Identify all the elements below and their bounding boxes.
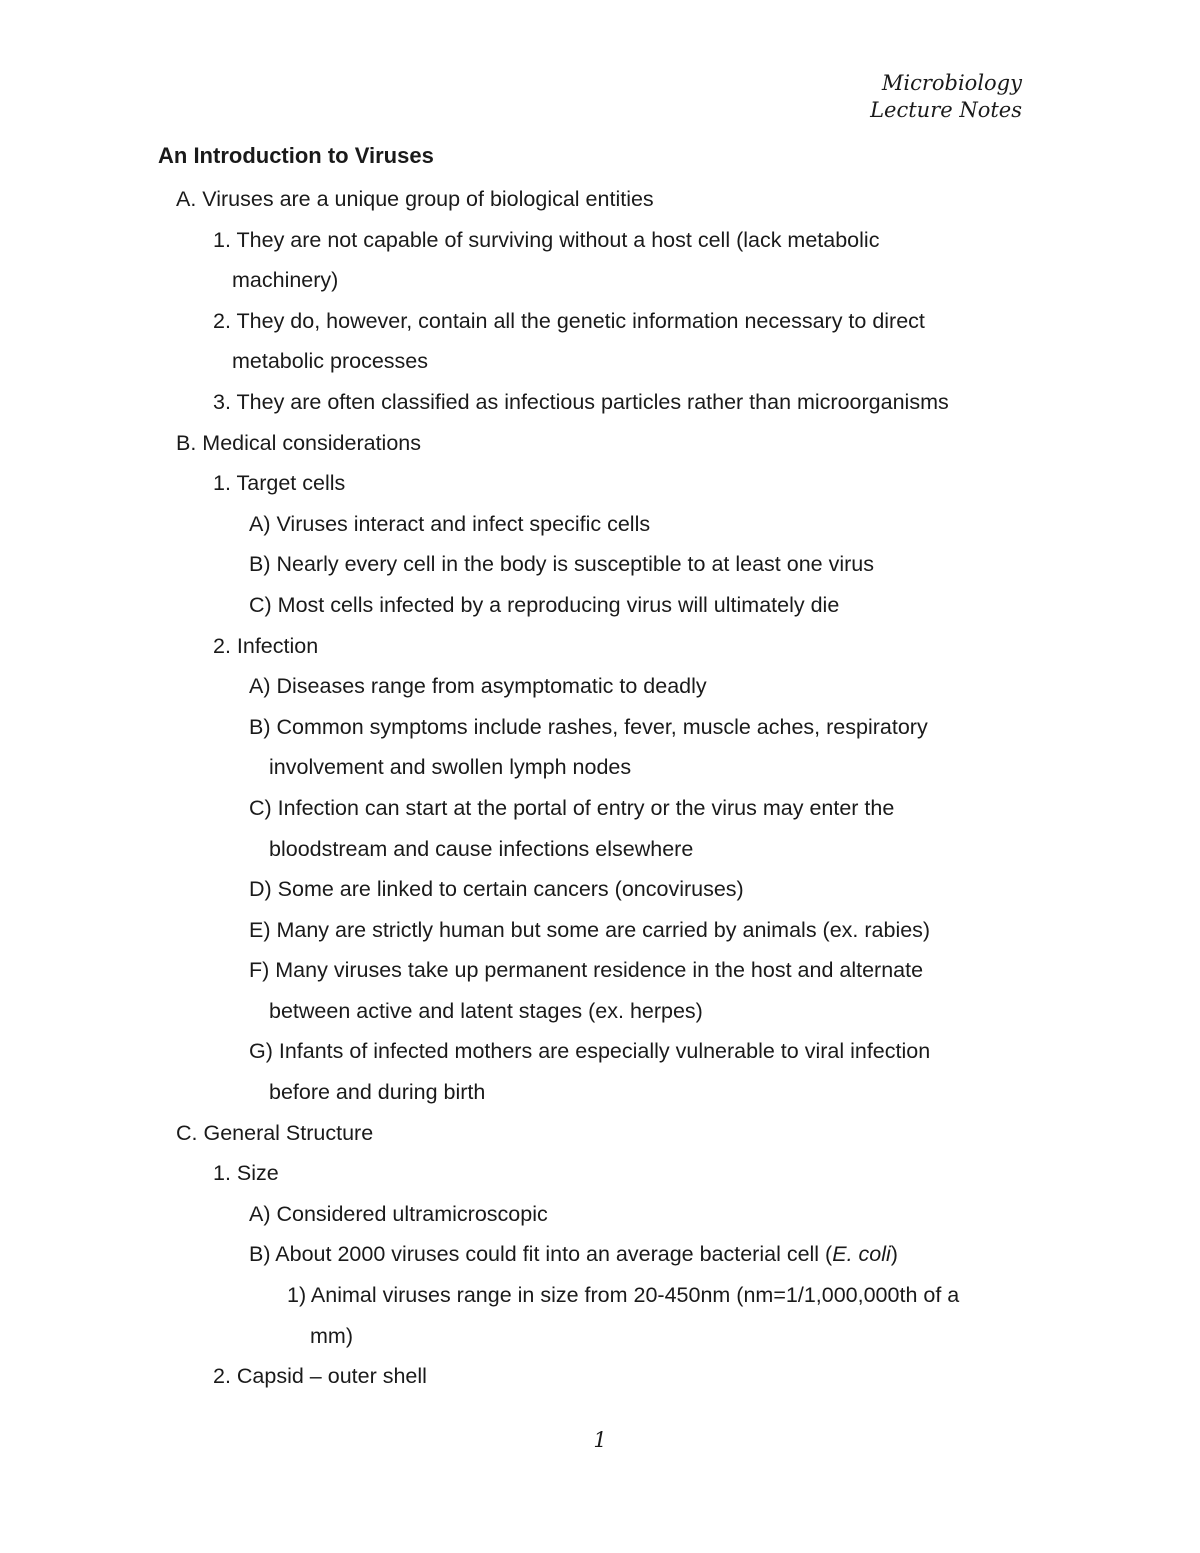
outline-text: A) Viruses interact and infect specific cells (249, 511, 651, 536)
outline-text: involvement and swollen lymph nodes (269, 755, 632, 780)
outline-text: A) Considered ultramicroscopic (249, 1201, 548, 1226)
outline-line (0, 1072, 1200, 1113)
outline-text: 2. Capsid – outer shell (213, 1364, 427, 1389)
page-header (870, 70, 1022, 124)
outline-text: bloodstream and cause infections elsewhere (269, 836, 694, 861)
outline-text: C. General Structure (176, 1120, 374, 1145)
outline-line (0, 179, 1200, 220)
header-course: Microbiology (881, 71, 1022, 95)
outline-line (0, 1031, 1200, 1072)
outline-text: before and during birth (269, 1080, 486, 1105)
outline-line (0, 585, 1200, 626)
outline-line (0, 260, 1200, 301)
outline-line (0, 423, 1200, 464)
outline-line (0, 829, 1200, 870)
outline-text: G) Infants of infected mothers are especially vulnerable to viral infection (249, 1039, 931, 1064)
header-doc-type: Lecture Notes (870, 98, 1022, 122)
outline-line (0, 382, 1200, 423)
outline-line (0, 1153, 1200, 1194)
lecture-outline (0, 179, 1200, 1397)
outline-line (0, 220, 1200, 261)
outline-text: B) Common symptoms include rashes, fever, muscle aches, respiratory (249, 714, 928, 739)
outline-text: E) Many are strictly human but some are carried by animals (ex. rabies) (249, 917, 931, 942)
outline-text-suffix: ) (890, 1242, 898, 1267)
outline-text: A) Diseases range from asymptomatic to deadly (249, 674, 707, 699)
outline-text: 2. They do, however, contain all the genetic information necessary to direct (213, 308, 925, 333)
outline-line (0, 950, 1200, 991)
outline-line (0, 626, 1200, 667)
outline-line (0, 1316, 1200, 1357)
outline-line (0, 747, 1200, 788)
outline-text: F) Many viruses take up permanent residence in the host and alternate (249, 958, 924, 983)
outline-line (0, 1113, 1200, 1154)
outline-line (0, 1275, 1200, 1316)
document-title: An Introduction to Viruses (158, 143, 434, 168)
outline-text: C) Most cells infected by a reproducing virus will ultimately die (249, 592, 840, 617)
outline-text: metabolic processes (232, 349, 428, 374)
outline-text: 1. Size (213, 1161, 279, 1186)
outline-text: 3. They are often classified as infectious particles rather than microorganisms (213, 389, 949, 414)
outline-text: between active and latent stages (ex. herpes) (269, 998, 703, 1023)
outline-line (0, 707, 1200, 748)
outline-text: 1. Target cells (213, 471, 346, 496)
outline-line (0, 463, 1200, 504)
outline-line (0, 504, 1200, 545)
outline-line (0, 1234, 1200, 1275)
outline-text: B) Nearly every cell in the body is susceptible to at least one virus (249, 552, 874, 577)
outline-line (0, 341, 1200, 382)
outline-line (0, 991, 1200, 1032)
outline-line (0, 544, 1200, 585)
outline-text: 1. They are not capable of surviving without a host cell (lack metabolic (213, 227, 880, 252)
outline-line (0, 910, 1200, 951)
outline-text: machinery) (232, 268, 339, 293)
outline-line (0, 301, 1200, 342)
outline-text: C) Infection can start at the portal of entry or the virus may enter the (249, 795, 895, 820)
outline-line (0, 788, 1200, 829)
outline-line (0, 1356, 1200, 1397)
outline-italic-text: E. coli (832, 1242, 891, 1267)
outline-text: 1) Animal viruses range in size from 20-450nm (nm=1/1,000,000th of a (287, 1283, 960, 1308)
outline-text: 2. Infection (213, 633, 319, 658)
outline-text: B) About 2000 viruses could fit into an average bacterial cell ( (249, 1242, 833, 1267)
outline-text: mm) (310, 1323, 353, 1348)
page-number: 1 (593, 1428, 607, 1452)
outline-text: D) Some are linked to certain cancers (oncoviruses) (249, 877, 744, 902)
outline-text: B. Medical considerations (176, 430, 421, 455)
outline-text: A. Viruses are a unique group of biological entities (176, 187, 654, 211)
outline-line (0, 1194, 1200, 1235)
outline-line (0, 666, 1200, 707)
outline-line (0, 869, 1200, 910)
